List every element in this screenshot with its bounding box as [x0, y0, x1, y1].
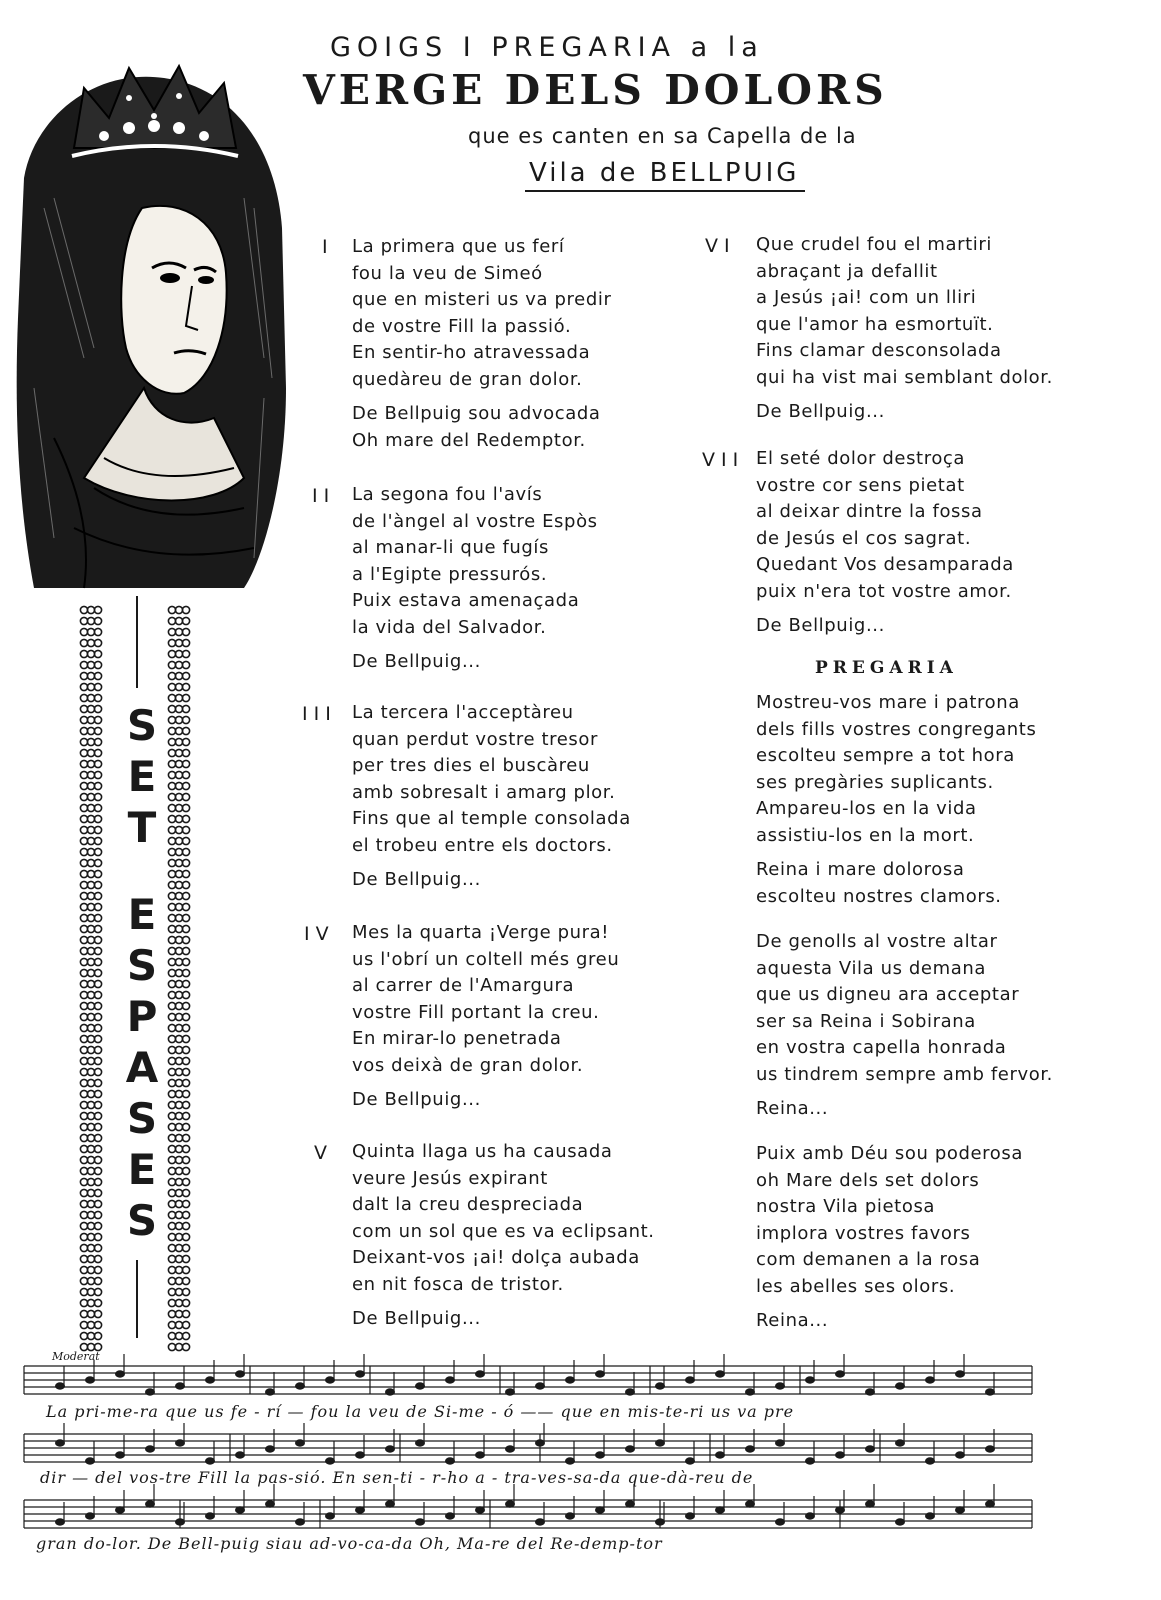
verse-line: Deixant-vos ¡ai! dolça aubada	[352, 1247, 640, 1268]
verse-line: de vostre Fill la passió.	[352, 315, 572, 337]
verse-line: per tres dies el buscàreu	[352, 755, 590, 776]
stanza-7	[756, 446, 1014, 640]
refrain-line: De Bellpuig...	[352, 651, 481, 672]
verse-line: us tindrem sempre amb fervor.	[756, 1063, 1054, 1085]
music-lyrics-line: La pri-me-ra que us fe - rí — fou la veu de Si-me - ó —— que en mis-te-ri us va pre	[46, 1402, 795, 1421]
verse-line: de l'àngel al vostre Espòs	[352, 510, 598, 532]
verse-line: en nit fosca de tristor.	[352, 1273, 564, 1295]
verse-line: La segona fou l'avís	[352, 484, 543, 505]
stanza-4	[352, 920, 619, 1114]
verse-line: quan perdut vostre tresor	[352, 728, 599, 750]
verse-line: qui ha vist mai semblant dolor.	[756, 366, 1053, 388]
verse-line: aquesta Vila us demana	[756, 957, 987, 979]
stanza-number: VII	[702, 449, 745, 471]
verse-line: En mirar-lo penetrada	[352, 1028, 562, 1049]
verse-line: al deixar dintre la fossa	[756, 501, 983, 522]
verse-line: dels fills vostres congregants	[756, 718, 1037, 740]
refrain-line: De Bellpuig...	[756, 401, 885, 422]
verse-line: El seté dolor destroça	[756, 448, 966, 469]
side-divider-top	[136, 596, 138, 688]
verse-line: dalt la creu despreciada	[352, 1194, 584, 1215]
verse-line: que l'amor ha esmortuït.	[756, 313, 994, 335]
verse-line: al carrer de l'Amargura	[352, 975, 575, 996]
pregaria-block-2	[756, 929, 1053, 1123]
verse-line: veure Jesús expirant	[352, 1167, 548, 1189]
verse-line: ser sa Reina i Sobirana	[756, 1010, 976, 1032]
verse-line: Quinta llaga us ha causada	[352, 1141, 613, 1162]
stanza-1	[352, 234, 611, 454]
refrain-line: Reina i mare dolorosa	[756, 859, 965, 880]
verse-line: la vida del Salvador.	[352, 616, 547, 638]
verse-line: Mes la quarta ¡Verge pura!	[352, 922, 610, 943]
verse-line: amb sobresalt i amarg plor.	[352, 781, 616, 803]
refrain-line: De Bellpuig...	[352, 1089, 481, 1110]
verse-line: com demanen a la rosa	[756, 1249, 981, 1270]
verse-line: les abelles ses olors.	[756, 1275, 956, 1297]
refrain-line: De Bellpuig...	[352, 1308, 481, 1329]
verse-line: De genolls al vostre altar	[756, 931, 998, 952]
virgin-portrait-illustration	[14, 58, 294, 598]
verse-line: a Jesús ¡ai! com un lliri	[756, 287, 977, 308]
music-lyrics-line: gran do-lor. De Bell-puig siau ad-vo-ca-da Oh, Ma-re del Re-demp-tor	[36, 1534, 663, 1553]
side-divider-bottom	[136, 1260, 138, 1338]
verse-line: En sentir-ho atravessada	[352, 342, 591, 363]
stanza-number: II	[312, 485, 336, 507]
music-lyrics-line: dir — del vos-tre Fill la pas-sió. En sen-ti - r-ho a - tra-ves-sa-da que-dà-reu de	[40, 1468, 754, 1487]
refrain-line: escolteu nostres clamors.	[756, 885, 1002, 907]
refrain-line: De Bellpuig sou advocada	[352, 403, 601, 424]
refrain-line: Reina...	[756, 1310, 829, 1331]
verse-line: abraçant ja defallit	[756, 260, 938, 282]
verse-line: que us digneu ara acceptar	[756, 984, 1020, 1005]
stanza-number: III	[302, 703, 337, 725]
refrain-line: Reina...	[756, 1098, 829, 1119]
stanza-2	[352, 482, 598, 676]
verse-line: Quedant Vos desamparada	[756, 554, 1014, 575]
verse-line: Fins que al temple consolada	[352, 808, 631, 829]
verse-line: de Jesús el cos sagrat.	[756, 527, 972, 549]
verse-line: oh Mare dels set dolors	[756, 1169, 980, 1191]
verse-line: ses pregàries suplicants.	[756, 771, 994, 793]
verse-line: que en misteri us va predir	[352, 289, 612, 310]
header-place: Vila de BELLPUIG	[525, 158, 805, 192]
verse-line: el trobeu entre els doctors.	[352, 834, 613, 856]
verse-line: al manar-li que fugís	[352, 537, 550, 558]
verse-line: Fins clamar desconsolada	[756, 340, 1002, 361]
verse-line: La tercera l'acceptàreu	[352, 702, 574, 723]
verse-line: escolteu sempre a tot hora	[756, 745, 1015, 766]
verse-line: implora vostres favors	[756, 1222, 971, 1244]
verse-line: vostre Fill portant la creu.	[352, 1001, 600, 1023]
verse-line: Que crudel fou el martiri	[756, 234, 993, 255]
refrain-line: Oh mare del Redemptor.	[352, 429, 586, 451]
stanza-5	[352, 1139, 655, 1333]
page-title: VERGE DELS DOLORS	[303, 66, 888, 114]
verse-line: Puix amb Déu sou poderosa	[756, 1143, 1023, 1164]
refrain-line: De Bellpuig...	[352, 869, 481, 890]
verse-line: Ampareu-los en la vida	[756, 798, 977, 819]
verse-line: vostre cor sens pietat	[756, 474, 965, 496]
verse-line: vos deixà de gran dolor.	[352, 1054, 584, 1076]
stanza-6	[756, 232, 1053, 426]
pregaria-title: PREGARIA	[815, 658, 958, 678]
pregaria-block-3	[756, 1141, 1023, 1335]
verse-line: us l'obrí un coltell més greu	[352, 948, 620, 970]
verse-line: puix n'era tot vostre amor.	[756, 580, 1012, 602]
stanza-3	[352, 700, 631, 894]
verse-line: nostra Vila pietosa	[756, 1196, 936, 1217]
stanza-number: VI	[705, 235, 736, 257]
verse-line: Puix estava amenaçada	[352, 590, 580, 611]
side-title-set-espases: S E T E S P A S E S	[125, 701, 159, 1245]
header-subtitle: que es canten en sa Capella de la	[468, 124, 857, 148]
verse-line: assistiu-los en la mort.	[756, 824, 975, 846]
stanza-number: I	[322, 236, 334, 258]
verse-line: en vostra capella honrada	[756, 1037, 1007, 1058]
tempo-marking: Moderat	[52, 1350, 100, 1363]
verse-line: a l'Egipte pressurós.	[352, 563, 548, 585]
left-bead-border	[78, 604, 104, 1356]
stanza-number: IV	[304, 923, 335, 945]
stanza-number: V	[314, 1142, 333, 1164]
verse-line: quedàreu de gran dolor.	[352, 368, 583, 390]
refrain-line: De Bellpuig...	[756, 615, 885, 636]
pregaria-block-1	[756, 690, 1036, 910]
verse-line: com un sol que es va eclipsant.	[352, 1220, 655, 1242]
verse-line: La primera que us ferí	[352, 236, 565, 257]
verse-line: fou la veu de Simeó	[352, 262, 543, 284]
header-line-1: GOIGS I PREGARIA a la	[330, 32, 764, 63]
verse-line: Mostreu-vos mare i patrona	[756, 692, 1020, 713]
